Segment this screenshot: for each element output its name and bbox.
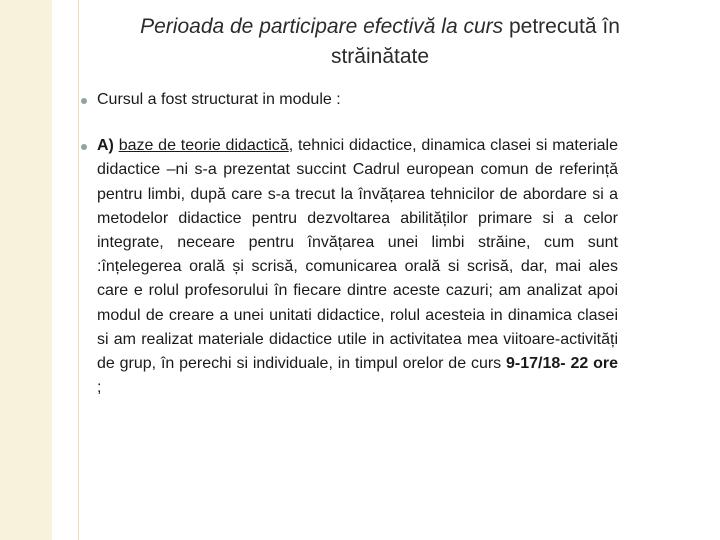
bullet-list: [78, 88, 618, 422]
module-topic: baze de teorie didactică: [118, 137, 289, 155]
title-italic-part: Perioada de participare efectivă la curs: [140, 15, 504, 38]
module-description: , tehnici didactice, dinamica clasei si materiale didactice –ni s-a prezentat succint Cadrul european comun de referință pentru limbi, după care s-a trecut la învățarea tehnicilor de abordare si a metodelor didactice pentru dezvoltarea abilităților primare si a celor integrate, neceare pentru învățarea unei limbi străine, cum sunt :înțelegerea orală și scrisă, comunicarea orală si scrisă, dar, mai ales care e rolul profesorului în fiecare dintre aceste cazuri; am analizat apoi modul de creare a unei unitati didactice, rolul acesteia in dinamica clasei si am realizat materiale didactice utile in activitatea mea viitoare-activități de grup, în perechi si individuale, in timpul orelor de curs: [97, 137, 619, 373]
module-hours: 9-17/18- 22 ore: [506, 355, 619, 373]
title-rest-line1: petrecută în: [503, 15, 620, 38]
bullet-item-module-a: [78, 134, 618, 400]
module-letter: A): [97, 137, 114, 155]
slide-title: [40, 12, 720, 72]
module-end: ;: [97, 379, 102, 397]
decorative-left-band: [0, 0, 52, 540]
bullet-item-structure: [78, 88, 618, 112]
title-line2: străinătate: [330, 45, 430, 68]
bullet-dot-icon: [81, 98, 87, 104]
bullet-dot-icon: [81, 144, 87, 150]
bullet-text: Cursul a fost structurat in module :: [97, 91, 341, 108]
